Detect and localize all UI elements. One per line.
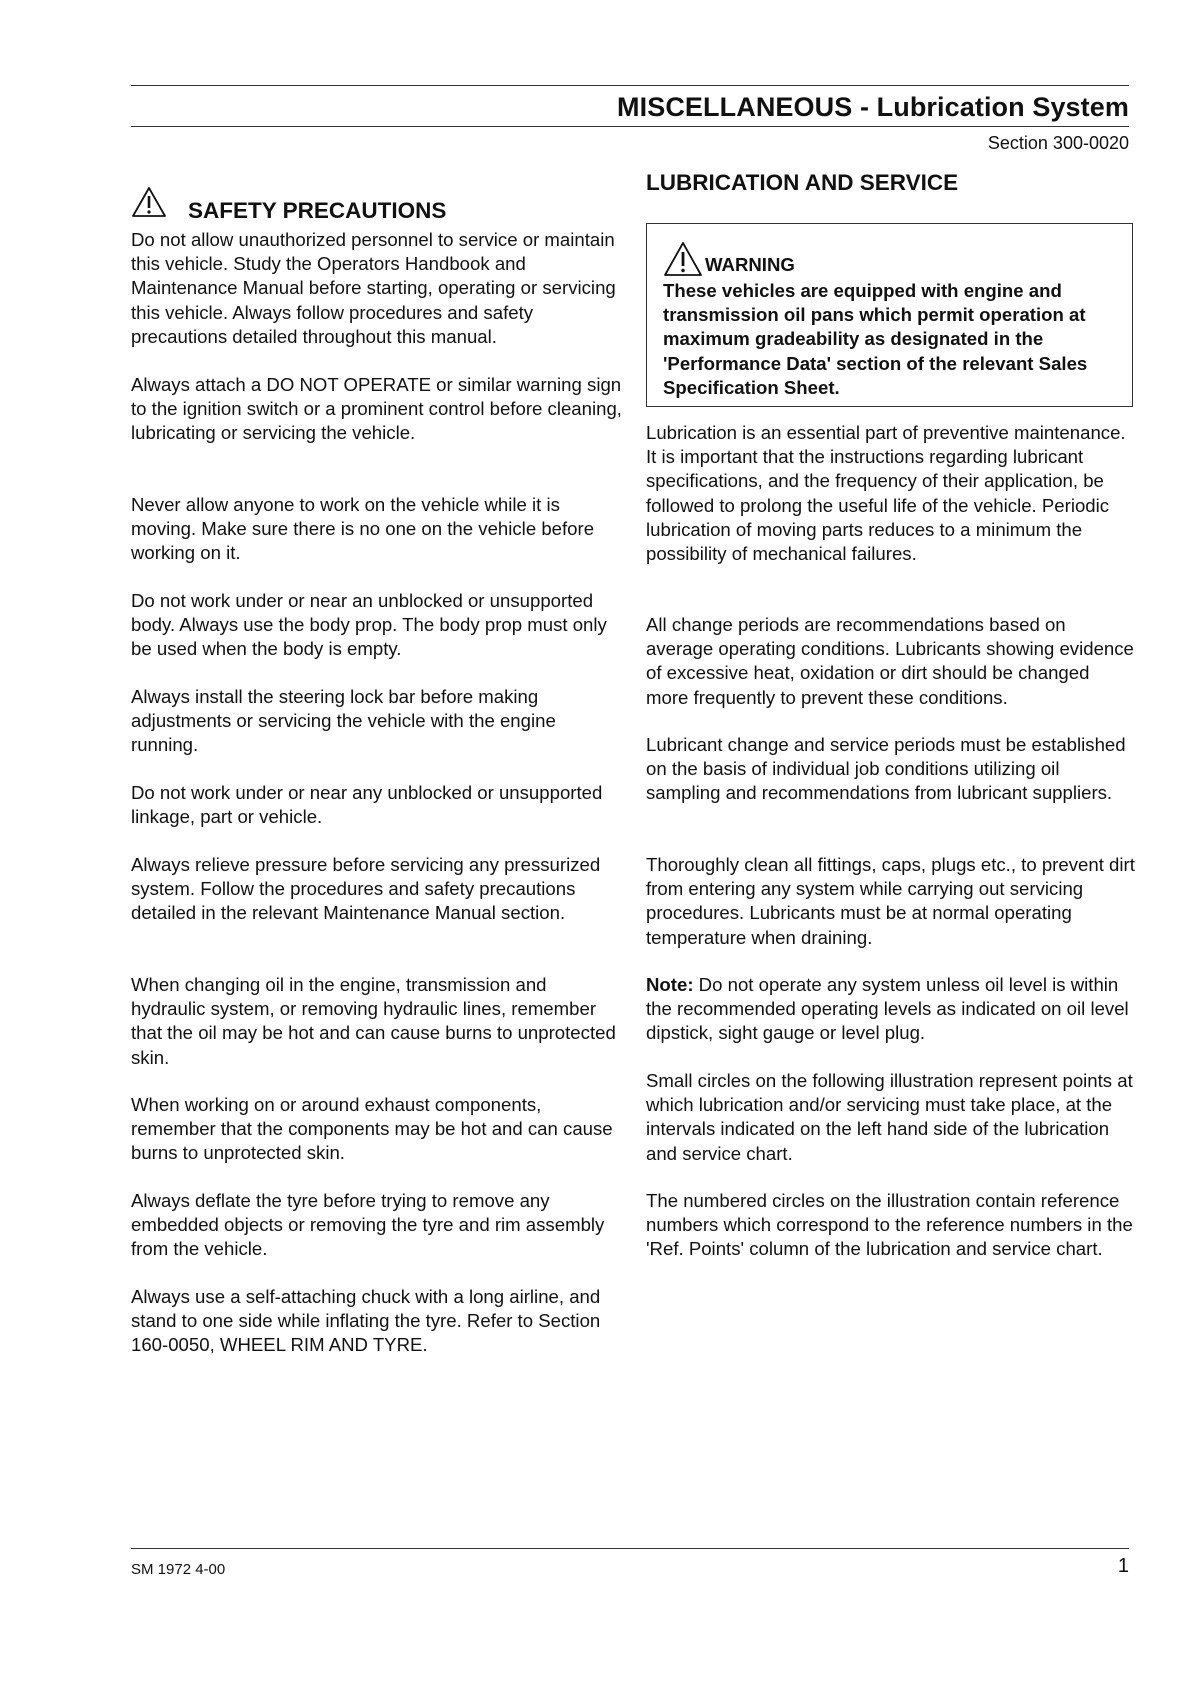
warning-heading: WARNING: [705, 254, 795, 275]
lubrication-paragraph: Lubrication is an essential part of preventive maintenance. It is important that the instructions regarding lubricant specifications, and the frequency of their application, be followed to prolong the useful life of the vehicle. Periodic lubrication of moving parts reduces to a minimum the possibility of mechanical failures.: [646, 422, 1126, 565]
safety-paragraph: When working on or around exhaust components, remember that the components may be hot and can cause burns to unprotected skin.: [131, 1094, 613, 1164]
lubrication-paragraph: Thoroughly clean all fittings, caps, plugs etc., to prevent dirt from entering any system while carrying out servicing procedures. Lubricants must be at normal operating temperature when draining.: [646, 854, 1135, 948]
footer-rule: [131, 1548, 1129, 1549]
lubrication-service-heading: LUBRICATION AND SERVICE: [646, 170, 959, 195]
lubrication-paragraph: Lubricant change and service periods must be established on the basis of individual job conditions utilizing oil sampling and recommendations from lubricant suppliers.: [646, 734, 1126, 804]
warning-triangle-icon: [663, 241, 703, 277]
page-title: MISCELLANEOUS - Lubrication System: [617, 92, 1129, 122]
safety-paragraph: Always attach a DO NOT OPERATE or similar warning sign to the ignition switch or a prominent control before cleaning, lubricating or servicing the vehicle.: [131, 374, 622, 444]
safety-paragraph: Always use a self-attaching chuck with a long airline, and stand to one side while inflating the tyre. Refer to Section 160-0050, WHEEL RIM AND TYRE.: [131, 1286, 601, 1356]
safety-precautions-heading: SAFETY PRECAUTIONS: [188, 198, 447, 223]
document-code: SM 1972 4-00: [131, 1561, 226, 1578]
section-reference: Section 300-0020: [987, 133, 1129, 153]
note-text: Do not operate any system unless oil level is within the recommended operating levels as indicated on oil level dipstick, sight gauge or level plug.: [646, 974, 1129, 1044]
safety-paragraph: Do not allow unauthorized personnel to service or maintain this vehicle. Study the Operators Handbook and Maintenance Manual before starting, operating or servicing this vehicle. Always follow procedures and safety precautions detailed throughout this manual.: [131, 229, 616, 347]
safety-paragraph: Do not work under or near any unblocked or unsupported linkage, part or vehicle.: [131, 782, 603, 828]
page-number: 1: [1117, 1555, 1129, 1577]
header-bottom-rule: [131, 126, 1129, 127]
lubrication-paragraph: Small circles on the following illustration represent points at which lubrication and/or servicing must take place, at the intervals indicated on the left hand side of the lubrication and service chart.: [646, 1070, 1133, 1164]
safety-paragraph: Always deflate the tyre before trying to remove any embedded objects or removing the tyre and rim assembly from the vehicle.: [131, 1190, 605, 1260]
warning-triangle-icon: [131, 186, 167, 218]
safety-paragraph: Always relieve pressure before servicing any pressurized system. Follow the procedures and safety precautions detailed in the relevant Maintenance Manual section.: [131, 854, 601, 924]
warning-text: These vehicles are equipped with engine and transmission oil pans which permit operation at maximum gradeability as designated in the 'Performance Data' section of the relevant Sales Specification Sheet.: [663, 280, 1088, 398]
safety-paragraph: When changing oil in the engine, transmission and hydraulic system, or removing hydraulic lines, remember that the oil may be hot and can cause burns to unprotected skin.: [131, 974, 616, 1068]
safety-paragraph: Always install the steering lock bar before making adjustments or servicing the vehicle with the engine running.: [131, 686, 556, 756]
warning-box: [646, 223, 1133, 407]
note-paragraph: [646, 973, 1136, 1046]
lubrication-paragraph: The numbered circles on the illustration contain reference numbers which correspond to the reference numbers in the 'Ref. Points' column of the lubrication and service chart.: [646, 1190, 1133, 1260]
safety-paragraph: Never allow anyone to work on the vehicle while it is moving. Make sure there is no one on the vehicle before working on it.: [131, 494, 595, 564]
note-label: Note:: [646, 974, 694, 995]
safety-paragraph: Do not work under or near an unblocked or unsupported body. Always use the body prop. The body prop must only be used when the body is empty.: [131, 590, 607, 660]
lubrication-paragraph: All change periods are recommendations based on average operating conditions. Lubricants showing evidence of excessive heat, oxidation or dirt should be changed more frequently to prevent these conditions.: [646, 614, 1134, 708]
header-top-rule: [131, 85, 1129, 86]
